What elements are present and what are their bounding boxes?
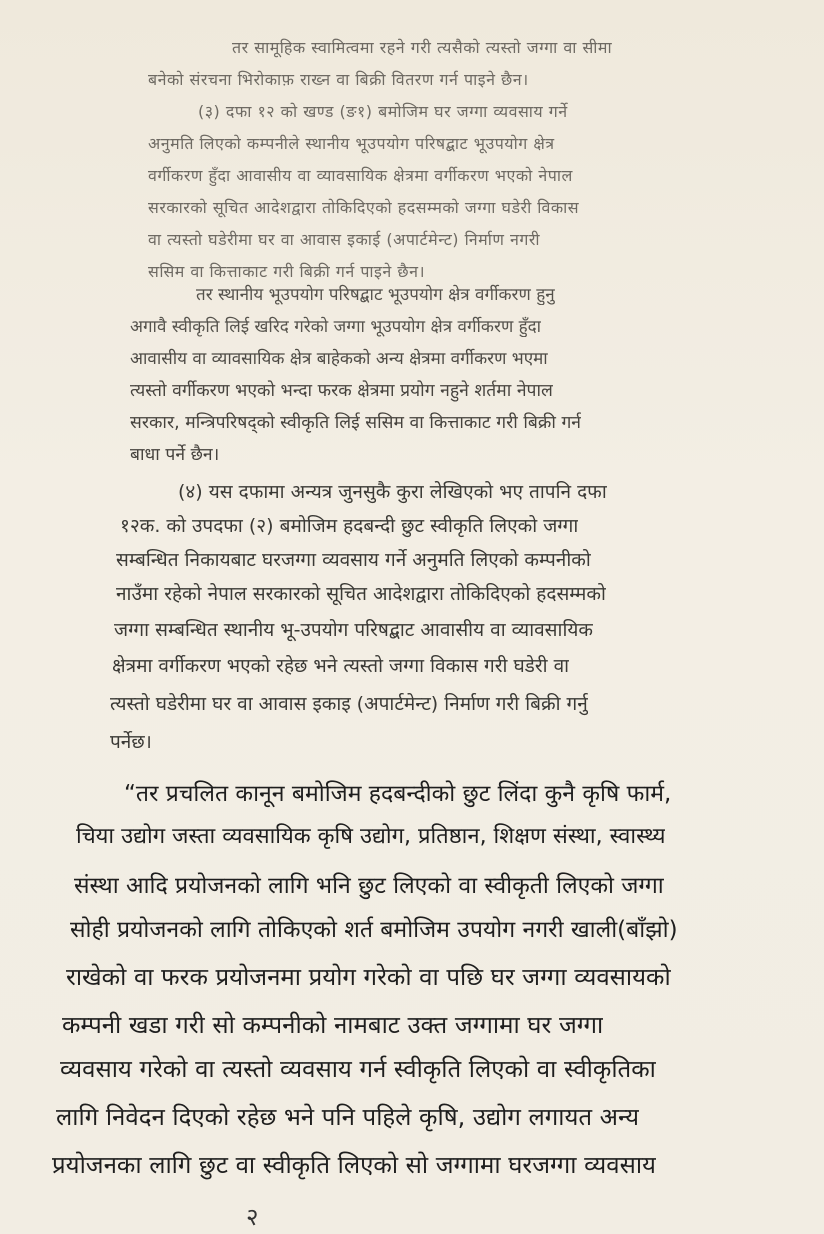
page-number: २ bbox=[246, 1203, 259, 1231]
text-line: वर्गीकरण हुँदा आवासीय वा व्यावसायिक क्षेत्रमा वर्गीकरण भएको नेपाल bbox=[148, 166, 573, 185]
text-line: प्रयोजनका लागि छुट वा स्वीकृति लिएको सो जग्गामा घरजग्गा व्यवसाय bbox=[52, 1151, 656, 1179]
text-line: (३) दफा १२ को खण्ड (ङ१) बमोजिम घर जग्गा व्यवसाय गर्ने bbox=[198, 102, 568, 121]
text-line: सोही प्रयोजनको लागि तोकिएको शर्त बमोजिम उपयोग नगरी खाली(बाँझो) bbox=[70, 917, 678, 943]
text-line: ससिम वा कित्ताकाट गरी बिक्री गर्न पाइने छैन। bbox=[148, 262, 426, 281]
text-line: व्यवसाय गरेको वा त्यस्तो व्यवसाय गर्न स्वीकृति लिएको वा स्वीकृतिका bbox=[60, 1055, 656, 1083]
text-line: सरकार, मन्त्रिपरिषद्को स्वीकृति लिई ससिम वा कित्ताकाट गरी बिक्री गर्न bbox=[130, 413, 582, 433]
text-line: तर सामूहिक स्वामित्वमा रहने गरी त्यसैको त्यस्तो जग्गा वा सीमा bbox=[232, 38, 613, 57]
text-line: राखेको वा फरक प्रयोजनमा प्रयोग गरेको वा पछि घर जग्गा व्यवसायको bbox=[66, 963, 671, 991]
text-line: अगावै स्वीकृति लिई खरिद गरेको जग्गा भूउपयोग क्षेत्र वर्गीकरण हुँदा bbox=[130, 317, 542, 337]
text-line: बनेको संरचना भिरोकाफ़ राख्न वा बिक्री वितरण गर्न पाइने छैन। bbox=[148, 70, 529, 89]
text-line: संस्था आदि प्रयोजनको लागि भनि छुट लिएको वा स्वीकृती लिएको जग्गा bbox=[74, 873, 664, 899]
text-line: आवासीय वा व्यावसायिक क्षेत्र बाहेकको अन्य क्षेत्रमा वर्गीकरण भएमा bbox=[130, 349, 548, 369]
text-line: सरकारको सूचित आदेशद्वारा तोकिदिएको हदसम्मको जग्गा घडेरी विकास bbox=[148, 198, 580, 217]
text-line: (४) यस दफामा अन्यत्र जुनसुकै कुरा लेखिएको भए तापनि दफा bbox=[178, 481, 607, 503]
text-line: क्षेत्रमा वर्गीकरण भएको रहेछ भने त्यस्तो जग्गा विकास गरी घडेरी वा bbox=[112, 655, 570, 677]
text-line: त्यस्तो घडेरीमा घर वा आवास इकाइ (अपार्टमेन्ट) निर्माण गरी बिक्री गर्नु bbox=[110, 693, 588, 715]
text-line: बाधा पर्ने छैन। bbox=[130, 445, 220, 465]
text-line: “तर प्रचलित कानून बमोजिम हदबन्दीको छुट लिंदा कुनै कृषि फार्म, bbox=[124, 781, 672, 807]
text-line: १२क. को उपदफा (२) बमोजिम हदबन्दी छुट स्वीकृति लिएको जग्गा bbox=[120, 515, 579, 537]
text-line: जग्गा सम्बन्धित स्थानीय भू-उपयोग परिषद्बाट आवासीय वा व्यावसायिक bbox=[114, 619, 593, 641]
text-line: नाउँमा रहेको नेपाल सरकारको सूचित आदेशद्वारा तोकिदिएको हदसम्मको bbox=[116, 583, 606, 605]
text-line: वा त्यस्तो घडेरीमा घर वा आवास इकाई (अपार्टमेन्ट) निर्माण नगरी bbox=[148, 230, 541, 249]
text-line: पर्नेछ। bbox=[110, 731, 152, 753]
text-line: त्यस्तो वर्गीकरण भएको भन्दा फरक क्षेत्रमा प्रयोग नहुने शर्तमा नेपाल bbox=[130, 381, 553, 401]
text-line: चिया उद्योग जस्ता व्यवसायिक कृषि उद्योग, प्रतिष्ठान, शिक्षण संस्था, स्वास्थ्य bbox=[76, 824, 666, 849]
text-line: सम्बन्धित निकायबाट घरजग्गा व्यवसाय गर्ने अनुमति लिएको कम्पनीको bbox=[116, 549, 591, 571]
text-line: तर स्थानीय भूउपयोग परिषद्बाट भूउपयोग क्षेत्र वर्गीकरण हुनु bbox=[196, 285, 555, 305]
text-line: लागि निवेदन दिएको रहेछ भने पनि पहिले कृषि, उद्योग लगायत अन्य bbox=[56, 1103, 640, 1131]
text-line: अनुमति लिएको कम्पनीले स्थानीय भूउपयोग परिषद्बाट भूउपयोग क्षेत्र bbox=[148, 134, 555, 153]
text-line: कम्पनी खडा गरी सो कम्पनीको नामबाट उक्त जग्गामा घर जग्गा bbox=[62, 1011, 604, 1039]
